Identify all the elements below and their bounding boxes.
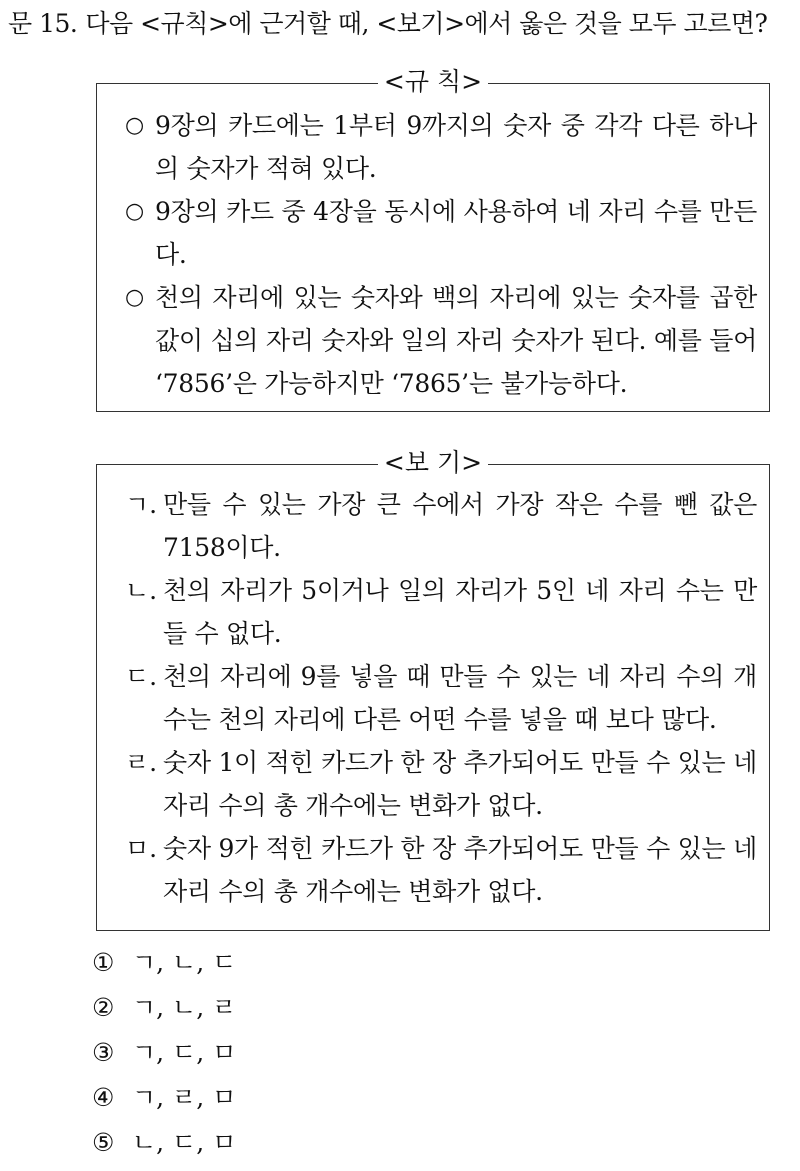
choice-number: ③ bbox=[92, 1038, 115, 1067]
question-text: 다음 <규칙>에 근거할 때, <보기>에서 옳은 것을 모두 고르면? bbox=[85, 9, 768, 38]
bogi-list bbox=[125, 483, 757, 913]
rules-box-title bbox=[97, 64, 769, 100]
circle-bullet-icon: ○ bbox=[125, 113, 145, 138]
bogi-item bbox=[125, 569, 757, 655]
bogi-text: 만들 수 있는 가장 큰 수에서 가장 작은 수를 뺀 값은 7158이다. bbox=[163, 490, 757, 562]
bogi-marker: ㄴ. bbox=[125, 576, 158, 605]
bogi-text: 천의 자리에 9를 넣을 때 만들 수 있는 네 자리 수의 개수는 천의 자리에 다른 어떤 수를 넣을 때 보다 많다. bbox=[163, 662, 757, 734]
rules-box bbox=[96, 67, 770, 412]
answer-choice-5[interactable] bbox=[92, 1120, 236, 1165]
bogi-title-label: <보 기> bbox=[378, 448, 488, 477]
rule-text: 천의 자리에 있는 숫자와 백의 자리에 있는 숫자를 곱한 값이 십의 자리 숫자와 일의 자리 숫자가 된다. 예를 들어 ‘7856’은 가능하지만 ‘7865’는 불가능하다. bbox=[155, 283, 757, 398]
bogi-item bbox=[125, 827, 757, 913]
rule-item bbox=[125, 104, 757, 190]
bogi-box bbox=[96, 448, 770, 931]
answer-choice-1[interactable] bbox=[92, 940, 236, 985]
circle-bullet-icon: ○ bbox=[125, 285, 145, 310]
rule-item bbox=[125, 190, 757, 276]
bogi-item bbox=[125, 655, 757, 741]
question-number: 문 15. bbox=[8, 9, 78, 38]
rule-item bbox=[125, 276, 757, 405]
bogi-marker: ㄱ. bbox=[125, 490, 158, 519]
bogi-marker: ㄹ. bbox=[125, 748, 158, 777]
choice-text: ㄱ, ㄷ, ㅁ bbox=[132, 1038, 237, 1067]
bogi-marker: ㄷ. bbox=[125, 662, 158, 691]
choice-text: ㄴ, ㄷ, ㅁ bbox=[132, 1128, 237, 1157]
choice-text: ㄱ, ㄹ, ㅁ bbox=[132, 1083, 237, 1112]
bogi-box-title bbox=[97, 445, 769, 481]
bogi-item bbox=[125, 741, 757, 827]
answer-choice-3[interactable] bbox=[92, 1030, 236, 1075]
question-stem bbox=[8, 6, 798, 42]
rule-text: 9장의 카드 중 4장을 동시에 사용하여 네 자리 수를 만든다. bbox=[155, 197, 757, 269]
rules-title-label: <규 칙> bbox=[378, 67, 488, 96]
choice-text: ㄱ, ㄴ, ㄹ bbox=[132, 993, 237, 1022]
bogi-marker: ㅁ. bbox=[125, 834, 158, 863]
bogi-item bbox=[125, 483, 757, 569]
bogi-text: 천의 자리가 5이거나 일의 자리가 5인 네 자리 수는 만들 수 없다. bbox=[163, 576, 757, 648]
choice-number: ② bbox=[92, 993, 115, 1022]
choice-number: ① bbox=[92, 948, 115, 977]
answer-choice-4[interactable] bbox=[92, 1075, 236, 1120]
rule-text: 9장의 카드에는 1부터 9까지의 숫자 중 각각 다른 하나의 숫자가 적혀 있다. bbox=[155, 111, 757, 183]
answer-choice-2[interactable] bbox=[92, 985, 236, 1030]
choice-text: ㄱ, ㄴ, ㄷ bbox=[132, 948, 237, 977]
choice-number: ④ bbox=[92, 1083, 115, 1112]
choice-number: ⑤ bbox=[92, 1128, 115, 1157]
answer-choices bbox=[92, 940, 236, 1165]
bogi-text: 숫자 9가 적힌 카드가 한 장 추가되어도 만들 수 있는 네 자리 수의 총 개수에는 변화가 없다. bbox=[163, 834, 757, 906]
circle-bullet-icon: ○ bbox=[125, 199, 145, 224]
bogi-text: 숫자 1이 적힌 카드가 한 장 추가되어도 만들 수 있는 네 자리 수의 총 개수에는 변화가 없다. bbox=[163, 748, 757, 820]
rules-list bbox=[125, 104, 757, 405]
